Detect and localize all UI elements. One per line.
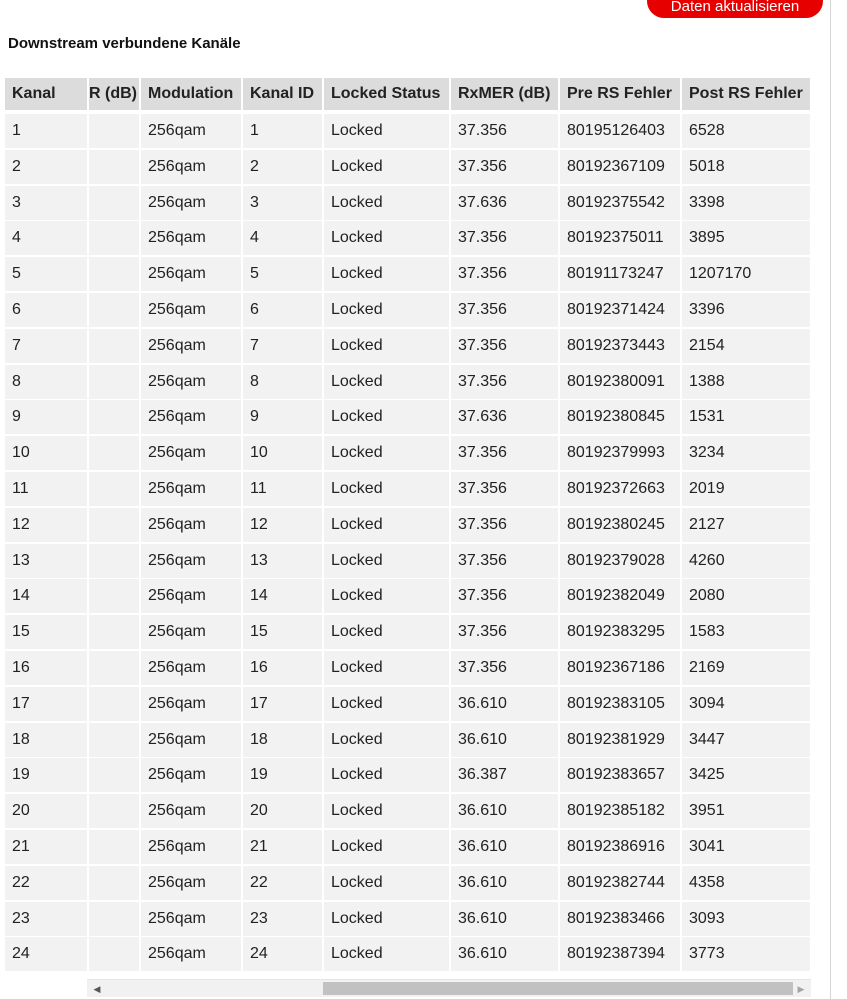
cell-pre-rs-fehler: 80192372663: [560, 472, 680, 506]
cell-locked-status: Locked: [324, 794, 449, 828]
cell-post-rs-fehler: 3398: [682, 186, 810, 220]
cell-modulation: 256qam: [141, 758, 241, 792]
cell-locked-status: Locked: [324, 508, 449, 542]
cell-snr: [89, 329, 139, 363]
cell-kanal-id: 4: [243, 221, 322, 255]
cell-rxmer: 37.356: [451, 221, 558, 255]
cell-modulation: 256qam: [141, 508, 241, 542]
cell-snr: [89, 257, 139, 291]
cell-post-rs-fehler: 5018: [682, 150, 810, 184]
cell-kanal: 20: [5, 794, 87, 828]
cell-pre-rs-fehler: 80192380845: [560, 400, 680, 434]
cell-kanal-id: 15: [243, 615, 322, 649]
cell-modulation: 256qam: [141, 937, 241, 971]
cell-pre-rs-fehler: 80192371424: [560, 293, 680, 327]
cell-locked-status: Locked: [324, 937, 449, 971]
cell-kanal: 21: [5, 830, 87, 864]
cell-modulation: 256qam: [141, 472, 241, 506]
cell-rxmer: 37.356: [451, 150, 558, 184]
cell-post-rs-fehler: 3895: [682, 221, 810, 255]
cell-snr: [89, 221, 139, 255]
cell-snr: [89, 114, 139, 148]
cell-post-rs-fehler: 1388: [682, 365, 810, 399]
cell-kanal-id: 20: [243, 794, 322, 828]
cell-kanal-id: 19: [243, 758, 322, 792]
cell-kanal-id: 16: [243, 651, 322, 685]
cell-locked-status: Locked: [324, 257, 449, 291]
table-row: [5, 866, 810, 900]
cell-locked-status: Locked: [324, 687, 449, 721]
cell-locked-status: Locked: [324, 615, 449, 649]
cell-kanal-id: 17: [243, 687, 322, 721]
cell-kanal: 18: [5, 723, 87, 757]
cell-pre-rs-fehler: 80191173247: [560, 257, 680, 291]
table-row: [5, 472, 810, 506]
divider: [830, 0, 831, 999]
cell-pre-rs-fehler: 80192386916: [560, 830, 680, 864]
cell-rxmer: 36.610: [451, 902, 558, 936]
table-row: [5, 150, 810, 184]
cell-kanal-id: 12: [243, 508, 322, 542]
cell-snr: [89, 365, 139, 399]
table-row: [5, 758, 810, 792]
column-header-locked-status: Locked Status: [324, 78, 449, 110]
cell-rxmer: 36.610: [451, 794, 558, 828]
cell-kanal: 9: [5, 400, 87, 434]
cell-modulation: 256qam: [141, 400, 241, 434]
table-row: [5, 508, 810, 542]
cell-rxmer: 37.356: [451, 544, 558, 578]
scroll-left-icon[interactable]: ◀: [93, 984, 101, 994]
cell-rxmer: 36.387: [451, 758, 558, 792]
cell-modulation: 256qam: [141, 150, 241, 184]
cell-rxmer: 36.610: [451, 866, 558, 900]
cell-pre-rs-fehler: 80192383466: [560, 902, 680, 936]
cell-rxmer: 36.610: [451, 830, 558, 864]
cell-locked-status: Locked: [324, 579, 449, 613]
table-row: [5, 651, 810, 685]
cell-locked-status: Locked: [324, 221, 449, 255]
cell-post-rs-fehler: 3094: [682, 687, 810, 721]
scrollbar-thumb[interactable]: [323, 982, 793, 995]
cell-snr: [89, 579, 139, 613]
cell-kanal: 11: [5, 472, 87, 506]
column-header-kanal: Kanal: [5, 78, 87, 110]
table-row: [5, 186, 810, 220]
table-header-row: [5, 78, 810, 112]
cell-kanal-id: 24: [243, 937, 322, 971]
cell-kanal: 23: [5, 902, 87, 936]
cell-post-rs-fehler: 3773: [682, 937, 810, 971]
cell-post-rs-fehler: 1531: [682, 400, 810, 434]
cell-post-rs-fehler: 1207170: [682, 257, 810, 291]
cell-pre-rs-fehler: 80192382049: [560, 579, 680, 613]
cell-kanal: 15: [5, 615, 87, 649]
cell-kanal: 13: [5, 544, 87, 578]
cell-kanal-id: 18: [243, 723, 322, 757]
cell-modulation: 256qam: [141, 687, 241, 721]
cell-kanal: 14: [5, 579, 87, 613]
cell-locked-status: Locked: [324, 758, 449, 792]
table-row: [5, 293, 810, 327]
cell-modulation: 256qam: [141, 257, 241, 291]
cell-kanal: 3: [5, 186, 87, 220]
cell-kanal: 4: [5, 221, 87, 255]
cell-rxmer: 36.610: [451, 687, 558, 721]
cell-kanal-id: 1: [243, 114, 322, 148]
cell-rxmer: 37.356: [451, 579, 558, 613]
cell-modulation: 256qam: [141, 186, 241, 220]
table-row: [5, 937, 810, 971]
cell-locked-status: Locked: [324, 544, 449, 578]
cell-modulation: 256qam: [141, 615, 241, 649]
table-row: [5, 400, 810, 434]
cell-kanal: 24: [5, 937, 87, 971]
cell-kanal: 16: [5, 651, 87, 685]
cell-kanal-id: 8: [243, 365, 322, 399]
cell-kanal: 19: [5, 758, 87, 792]
cell-pre-rs-fehler: 80192373443: [560, 329, 680, 363]
cell-snr: [89, 758, 139, 792]
cell-post-rs-fehler: 2169: [682, 651, 810, 685]
table-row: [5, 830, 810, 864]
column-header-post-rs-fehler: Post RS Fehler: [682, 78, 810, 110]
cell-pre-rs-fehler: 80192379028: [560, 544, 680, 578]
cell-kanal-id: 2: [243, 150, 322, 184]
cell-rxmer: 37.356: [451, 615, 558, 649]
table-row: [5, 615, 810, 649]
cell-modulation: 256qam: [141, 794, 241, 828]
cell-post-rs-fehler: 1583: [682, 615, 810, 649]
cell-snr: [89, 186, 139, 220]
cell-locked-status: Locked: [324, 293, 449, 327]
cell-pre-rs-fehler: 80192375542: [560, 186, 680, 220]
cell-kanal: 1: [5, 114, 87, 148]
cell-post-rs-fehler: 3396: [682, 293, 810, 327]
cell-rxmer: 37.356: [451, 114, 558, 148]
section-title: Downstream verbundene Kanäle: [8, 35, 241, 52]
cell-locked-status: Locked: [324, 329, 449, 363]
cell-locked-status: Locked: [324, 400, 449, 434]
table-row: [5, 794, 810, 828]
cell-pre-rs-fehler: 80192375011: [560, 221, 680, 255]
cell-post-rs-fehler: 3041: [682, 830, 810, 864]
table-row: [5, 579, 810, 613]
cell-modulation: 256qam: [141, 436, 241, 470]
cell-snr: [89, 830, 139, 864]
cell-snr: [89, 794, 139, 828]
cell-pre-rs-fehler: 80192383657: [560, 758, 680, 792]
cell-pre-rs-fehler: 80192380091: [560, 365, 680, 399]
cell-kanal: 12: [5, 508, 87, 542]
table-row: [5, 221, 810, 255]
cell-kanal-id: 3: [243, 186, 322, 220]
cell-locked-status: Locked: [324, 150, 449, 184]
cell-post-rs-fehler: 2154: [682, 329, 810, 363]
cell-locked-status: Locked: [324, 902, 449, 936]
cell-modulation: 256qam: [141, 114, 241, 148]
cell-kanal-id: 7: [243, 329, 322, 363]
cell-post-rs-fehler: 3425: [682, 758, 810, 792]
cell-kanal-id: 11: [243, 472, 322, 506]
cell-kanal-id: 6: [243, 293, 322, 327]
cell-snr: [89, 687, 139, 721]
cell-modulation: 256qam: [141, 329, 241, 363]
cell-post-rs-fehler: 3093: [682, 902, 810, 936]
cell-pre-rs-fehler: 80192385182: [560, 794, 680, 828]
cell-pre-rs-fehler: 80195126403: [560, 114, 680, 148]
cell-pre-rs-fehler: 80192382744: [560, 866, 680, 900]
cell-snr: [89, 472, 139, 506]
cell-pre-rs-fehler: 80192387394: [560, 937, 680, 971]
cell-modulation: 256qam: [141, 221, 241, 255]
cell-kanal-id: 14: [243, 579, 322, 613]
cell-modulation: 256qam: [141, 579, 241, 613]
downstream-channel-table: [5, 78, 810, 972]
column-header-kanal-id: Kanal ID: [243, 78, 322, 110]
cell-pre-rs-fehler: 80192367109: [560, 150, 680, 184]
cell-modulation: 256qam: [141, 723, 241, 757]
table-row: [5, 365, 810, 399]
table-row: [5, 436, 810, 470]
cell-snr: [89, 723, 139, 757]
cell-modulation: 256qam: [141, 830, 241, 864]
cell-kanal-id: 13: [243, 544, 322, 578]
cell-pre-rs-fehler: 80192381929: [560, 723, 680, 757]
cell-snr: [89, 150, 139, 184]
cell-snr: [89, 436, 139, 470]
cell-kanal: 10: [5, 436, 87, 470]
cell-snr: [89, 902, 139, 936]
cell-kanal: 6: [5, 293, 87, 327]
cell-pre-rs-fehler: 80192367186: [560, 651, 680, 685]
cell-snr: [89, 651, 139, 685]
cell-locked-status: Locked: [324, 436, 449, 470]
cell-kanal: 22: [5, 866, 87, 900]
cell-kanal: 8: [5, 365, 87, 399]
table-row: [5, 723, 810, 757]
cell-locked-status: Locked: [324, 723, 449, 757]
cell-locked-status: Locked: [324, 830, 449, 864]
column-header-snr: R (dB): [89, 78, 139, 110]
cell-kanal: 7: [5, 329, 87, 363]
table-row: [5, 544, 810, 578]
refresh-data-button[interactable]: Daten aktualisieren: [647, 0, 823, 18]
cell-kanal-id: 5: [243, 257, 322, 291]
column-header-modulation: Modulation: [141, 78, 241, 110]
cell-snr: [89, 615, 139, 649]
cell-post-rs-fehler: 3951: [682, 794, 810, 828]
cell-rxmer: 37.356: [451, 436, 558, 470]
cell-rxmer: 37.356: [451, 293, 558, 327]
cell-post-rs-fehler: 4358: [682, 866, 810, 900]
cell-modulation: 256qam: [141, 902, 241, 936]
cell-kanal: 17: [5, 687, 87, 721]
cell-modulation: 256qam: [141, 544, 241, 578]
table-row: [5, 902, 810, 936]
table-row: [5, 114, 810, 148]
cell-post-rs-fehler: 4260: [682, 544, 810, 578]
cell-rxmer: 37.356: [451, 651, 558, 685]
cell-kanal: 2: [5, 150, 87, 184]
table-row: [5, 687, 810, 721]
cell-kanal-id: 22: [243, 866, 322, 900]
cell-pre-rs-fehler: 80192380245: [560, 508, 680, 542]
cell-pre-rs-fehler: 80192383105: [560, 687, 680, 721]
cell-rxmer: 37.636: [451, 400, 558, 434]
cell-locked-status: Locked: [324, 651, 449, 685]
cell-post-rs-fehler: 2127: [682, 508, 810, 542]
cell-locked-status: Locked: [324, 365, 449, 399]
cell-post-rs-fehler: 2080: [682, 579, 810, 613]
cell-post-rs-fehler: 3234: [682, 436, 810, 470]
cell-locked-status: Locked: [324, 114, 449, 148]
cell-kanal: 5: [5, 257, 87, 291]
cell-rxmer: 36.610: [451, 723, 558, 757]
cell-rxmer: 37.636: [451, 186, 558, 220]
cell-rxmer: 37.356: [451, 257, 558, 291]
cell-modulation: 256qam: [141, 293, 241, 327]
cell-modulation: 256qam: [141, 651, 241, 685]
cell-rxmer: 37.356: [451, 365, 558, 399]
cell-post-rs-fehler: 3447: [682, 723, 810, 757]
cell-kanal-id: 10: [243, 436, 322, 470]
cell-kanal-id: 23: [243, 902, 322, 936]
cell-locked-status: Locked: [324, 186, 449, 220]
scroll-right-icon[interactable]: ▶: [797, 984, 805, 994]
cell-pre-rs-fehler: 80192379993: [560, 436, 680, 470]
cell-snr: [89, 937, 139, 971]
cell-modulation: 256qam: [141, 365, 241, 399]
table-row: [5, 329, 810, 363]
cell-locked-status: Locked: [324, 472, 449, 506]
table-row: [5, 257, 810, 291]
cell-post-rs-fehler: 6528: [682, 114, 810, 148]
cell-snr: [89, 508, 139, 542]
cell-rxmer: 37.356: [451, 508, 558, 542]
cell-snr: [89, 400, 139, 434]
cell-locked-status: Locked: [324, 866, 449, 900]
column-header-pre-rs-fehler: Pre RS Fehler: [560, 78, 680, 110]
cell-kanal-id: 9: [243, 400, 322, 434]
cell-rxmer: 37.356: [451, 329, 558, 363]
column-header-rxmer: RxMER (dB): [451, 78, 558, 110]
cell-snr: [89, 293, 139, 327]
horizontal-scrollbar[interactable]: [87, 979, 811, 997]
cell-rxmer: 36.610: [451, 937, 558, 971]
cell-rxmer: 37.356: [451, 472, 558, 506]
cell-modulation: 256qam: [141, 866, 241, 900]
cell-kanal-id: 21: [243, 830, 322, 864]
cell-post-rs-fehler: 2019: [682, 472, 810, 506]
cell-snr: [89, 866, 139, 900]
cell-snr: [89, 544, 139, 578]
cell-pre-rs-fehler: 80192383295: [560, 615, 680, 649]
